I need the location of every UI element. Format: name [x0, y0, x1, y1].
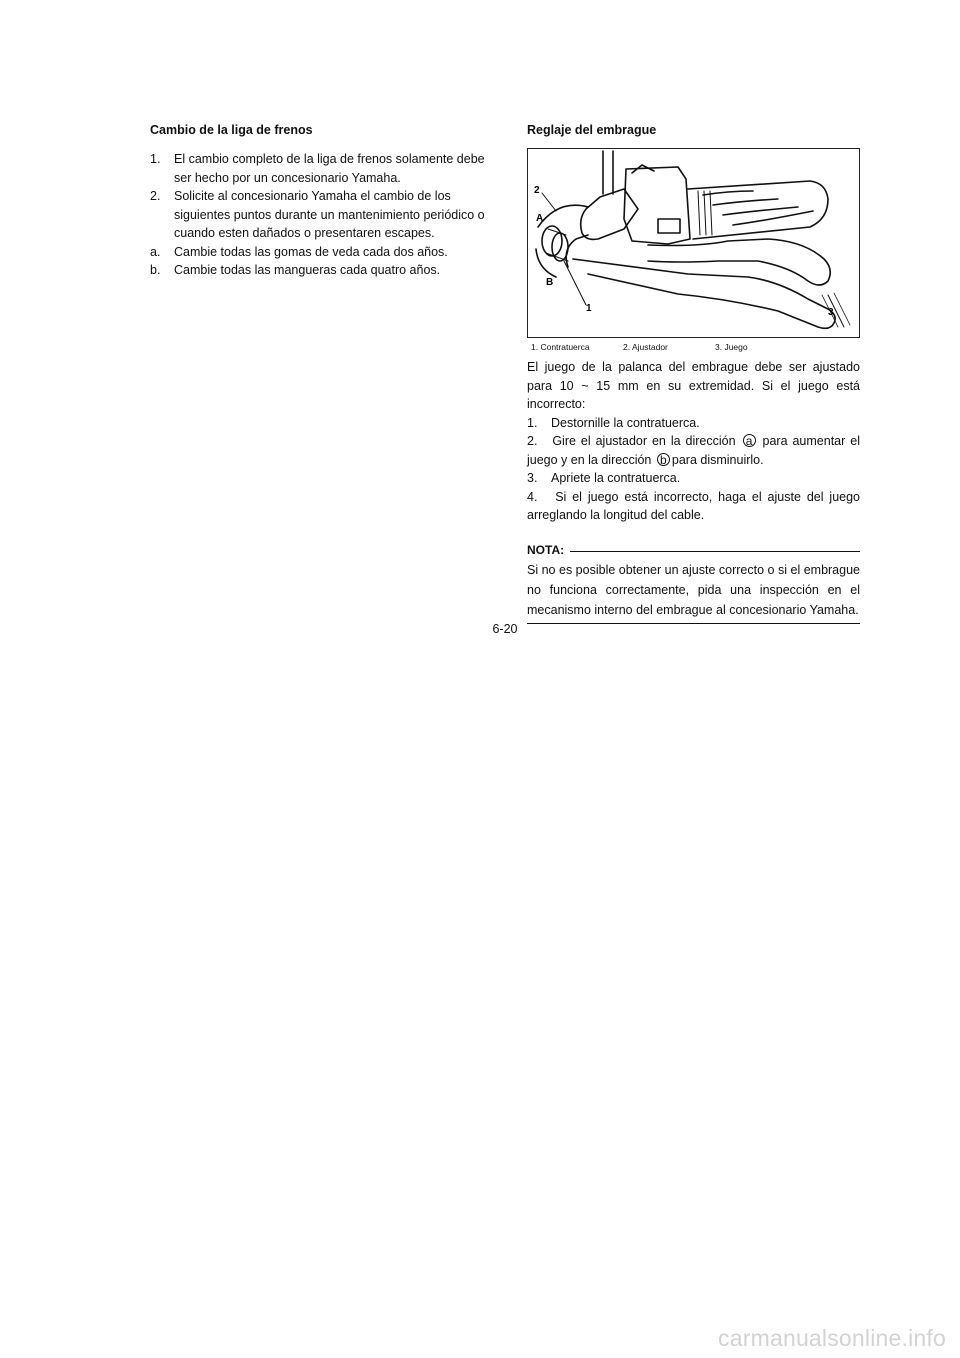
label-a: A	[536, 213, 544, 224]
direction-b-marker: b	[657, 453, 670, 466]
list-item: 1. El cambio completo de la liga de frenos solamente debe ser hecho por un concesionario Yamaha.	[150, 152, 485, 185]
list-item: 2. Solicite al concesionario Yamaha el cambio de los siguientes puntos durante un mantenimiento periódico o cuando esten dañados o presentaren escapes.	[150, 189, 485, 240]
step-item: 4. Si el juego está incorrecto, haga el ajuste del juego arreglando la longitud del cable.	[527, 489, 860, 522]
note-box	[527, 543, 860, 624]
step-item: 2. Gire el ajustador en la dirección a para aumentar el juego y en la dirección b para disminuirlo.	[527, 434, 860, 467]
list-item: b. Cambie todas las mangueras cada quatro años.	[150, 263, 441, 277]
label-3: 3	[828, 307, 834, 318]
label-1: 1	[586, 303, 592, 314]
section-title-brake-fluid: Cambio de la liga de frenos	[150, 123, 313, 137]
label-2: 2	[534, 185, 540, 196]
note-top-rule	[570, 551, 860, 552]
section-title-clutch: Reglaje del embrague	[527, 123, 657, 137]
clutch-instructions	[527, 358, 860, 525]
clutch-lever-drawing	[528, 149, 859, 337]
list-item: a. Cambie todas las gomas de veda cada dos años.	[150, 244, 448, 259]
clutch-lever-illustration	[527, 148, 860, 338]
note-text: Si no es posible obtener un ajuste correcto o si el embrague no funciona correctamente, pida una inspección en el mecanismo interno del embrague al concesionario Yamaha.	[527, 560, 860, 624]
left-column	[150, 122, 488, 280]
intro-paragraph: El juego de la palanca del embrague debe ser ajustado para 10 ~ 15 mm en su extremidad. Si el juego está incorrecto:	[527, 360, 860, 411]
step-item: 3. Apriete la contratuerca.	[527, 471, 681, 485]
figure-caption: 1. Contratuerca 2. Ajustador 3. Juego	[531, 342, 748, 352]
step-item: 1. Destornille la contratuerca.	[527, 415, 700, 430]
watermark: carmanualsonline.info	[718, 1325, 946, 1351]
direction-a-marker: a	[743, 434, 756, 447]
brake-list	[150, 150, 488, 280]
note-label: NOTA:	[527, 542, 565, 557]
right-column	[527, 122, 860, 624]
page-number: 6-20	[492, 622, 518, 636]
label-b: B	[546, 277, 554, 288]
